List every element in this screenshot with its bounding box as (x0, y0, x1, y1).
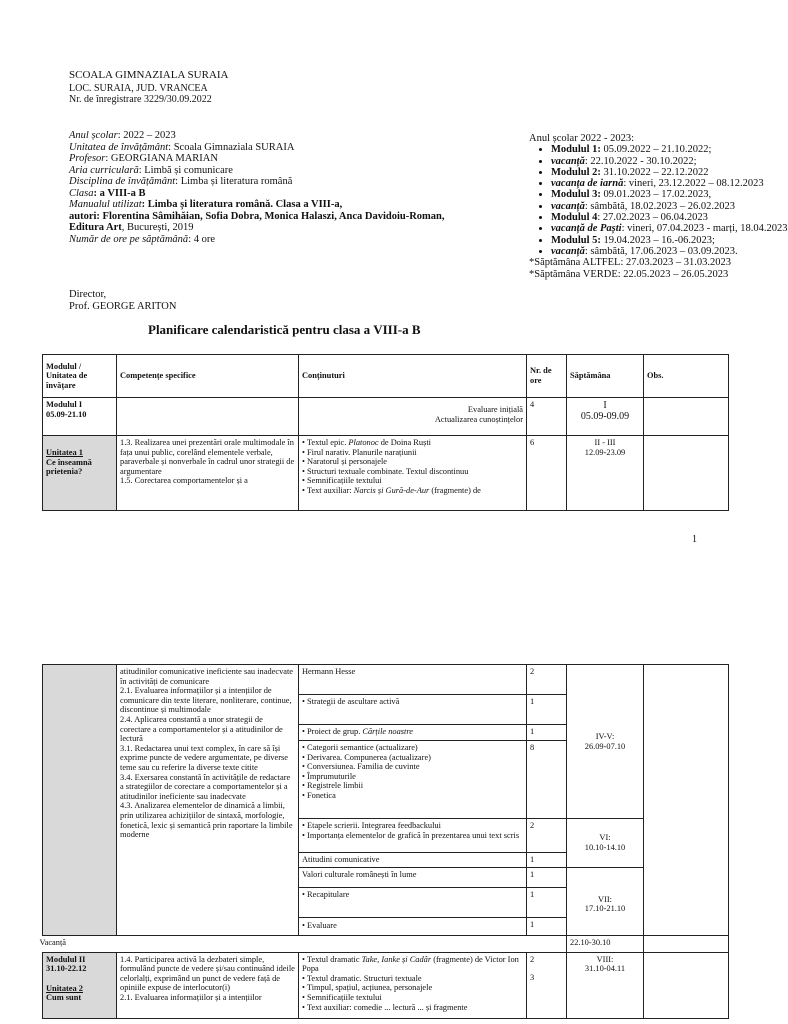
content-cell (299, 952, 527, 1018)
schedule-note-verde: *Săptămâna VERDE: 22.05.2023 – 26.05.2023 (529, 268, 729, 280)
school-name: SCOALA GIMNAZIALA SURAIA (69, 69, 229, 81)
schedule-item: • vacanță de Paști: vineri, 07.04.2023 - marți, 18.04.2023 (551, 223, 768, 234)
schedule-item: • vacanța de iarnă: vineri, 23.12.2022 – 08.12.2023 (551, 178, 768, 189)
content-line: • Firul narativ. Planurile narațiunii (302, 447, 417, 457)
obs-cell (644, 935, 729, 952)
school-year-schedule (529, 133, 788, 280)
hours-cell: 1 (527, 917, 567, 935)
meta-unit: Unitatea de învățământ: Scoala Gimnaziala SURAIA (69, 141, 295, 153)
table-row (43, 436, 729, 511)
hours-cell: 6 (527, 436, 567, 511)
header-competences: Competențe specifice (117, 355, 299, 398)
meta-class: Clasa: a VIII-a B (69, 187, 146, 199)
meta-publisher: Editura Art, București, 2019 (69, 222, 194, 233)
content-line: • Semnificațiile textului (302, 992, 382, 1002)
schedule-item: • vacanță: 22.10.2022 - 30.10.2022; (551, 156, 768, 167)
content-cell: Hermann Hesse (299, 665, 527, 695)
content-cell: Valori culturale românești în lume (299, 867, 527, 887)
obs-cell (644, 665, 729, 936)
school-meta (69, 130, 509, 245)
content-cell: • Strategii de ascultare activă (299, 695, 527, 725)
hours-cell: 1 (527, 853, 567, 868)
director-role: Director, (69, 289, 107, 300)
table-row (43, 398, 729, 436)
meta-manual: Manualul utilizat: Limba și literatura română. Clasa a VIII-a, (69, 199, 343, 210)
content-line: • Timpul, spațiul, acțiunea, personajele (302, 983, 433, 993)
content-line: • Text auxiliar: comedie ... lectură ... și fragmente (302, 1002, 468, 1012)
table-row (43, 952, 729, 1018)
schedule-heading: Anul școlar 2022 - 2023: (529, 133, 634, 144)
week-cell: II - III 12.09-23.09 (567, 436, 644, 511)
competences-cell (117, 398, 299, 436)
competences-cell: 1.3. Realizarea unei prezentări orale multimodale în fața unui public, corelând elementele verbale, paraverbale și nonverbale în cadrul unor strategii de argumentare 1.5. Corectarea comportamentelor și a (117, 436, 299, 511)
director-name: Prof. GEORGE ARITON (69, 300, 177, 312)
schedule-item: • vacanță: sâmbătă, 18.02.2023 – 26.02.2023 (551, 201, 768, 212)
meta-area: Aria curriculară: Limbă și comunicare (69, 164, 233, 176)
meta-discipline: Disciplina de învățământ: Limba și literatura română (69, 176, 293, 187)
content-line: • Structuri textuale combinate. Textul discontinuu (302, 466, 469, 476)
meta-authors: autori: Florentina Sâmihăian, Sofia Dobra, Monica Halaszi, Anca Davidoiu-Roman, (69, 210, 445, 222)
obs-cell (644, 952, 729, 1018)
meta-year: Anul școlar: 2022 – 2023 (69, 130, 176, 141)
table-header-row (43, 355, 729, 398)
schedule-item: • Modulul 4: 27.02.2023 – 06.04.2023 (551, 212, 768, 223)
hours-cell: 1 (527, 867, 567, 887)
obs-cell (644, 398, 729, 436)
hours-cell: 4 (527, 398, 567, 436)
vacation-row (43, 935, 729, 952)
hours-cell: 8 (527, 741, 567, 819)
header-week: Săptămâna (567, 355, 644, 398)
header-obs: Obs. (644, 355, 729, 398)
schedule-item: • Modulul 5: 19.04.2023 – 16.-06.2023; (551, 235, 768, 246)
content-line: • Textul dramatic Take, Ianke și Cadâr (fragmente) de Victor Ion Popa (302, 954, 519, 974)
content-cell (299, 436, 527, 511)
vacation-label: Vacanță (43, 935, 567, 952)
schedule-item: • vacanță: sâmbătă, 17.06.2023 – 03.09.2023. (551, 246, 768, 257)
unit-cell: Unitatea 1 Ce înseamnă prietenia? (43, 436, 117, 511)
schedule-item: • Modulul 2: 31.10.2022 – 22.12.2022 (551, 167, 768, 178)
hours-cell: 2 3 (527, 952, 567, 1018)
unit-cell (43, 665, 117, 936)
obs-cell (644, 436, 729, 511)
content-line: • Semnificațiile textului (302, 476, 382, 486)
plan-table-page2 (39, 664, 729, 1019)
schedule-item: • Modulul 3: 09.01.2023 – 17.02.2023, (551, 189, 768, 200)
plan-table-page1 (42, 354, 729, 511)
content-line: • Naratorul și personajele (302, 457, 388, 467)
module-cell: Modulul I 05.09-21.10 (43, 398, 117, 436)
hours-cell: 1 (527, 887, 567, 917)
meta-teacher: Profesor: GEORGIANA MARIAN (69, 153, 218, 164)
content-line: • Textul dramatic. Structuri textuale (302, 973, 422, 983)
week-cell: VI: 10.10-14.10 (567, 819, 644, 868)
content-cell: • Recapitulare (299, 887, 527, 917)
content-cell: Atitudini comunicative (299, 853, 527, 868)
week-cell: IV-V: 26.09-07.10 (567, 665, 644, 819)
vacation-week: 22.10-30.10 (567, 935, 644, 952)
registration-number: Nr. de înregistrare 3229/30.09.2022 (69, 94, 212, 105)
week-cell: VII: 17.10-21.10 (567, 867, 644, 935)
content-cell: Evaluare inițială Actualizarea cunoștințelor (299, 398, 527, 436)
week-cell: VIII: 31.10-04.11 (567, 952, 644, 1018)
page-number: 1 (692, 534, 697, 545)
director-block (69, 289, 176, 312)
schedule-list (529, 144, 788, 257)
content-cell: • Evaluare (299, 917, 527, 935)
content-line: • Text auxiliar: Narcis și Gură-de-Aur (fragmente) de (302, 485, 481, 495)
content-cell: • Categorii semantice (actualizare) • Derivarea. Compunerea (actualizare) • Conversiunea. Familia de cuvinte • Împrumuturile • Registrele limbii • Fonetica (299, 741, 527, 819)
meta-hours: Număr de ore pe săptămână: 4 ore (69, 233, 216, 245)
content-cell: • Etapele scrierii. Integrarea feedbackului • Importanța elementelor de grafică în prezentarea unui text scris (299, 819, 527, 853)
hours-cell: 1 (527, 725, 567, 741)
content-cell: • Proiect de grup. Cărțile noastre (299, 725, 527, 741)
competences-cell: atitudinilor comunicative ineficiente sau inadecvate în activități de comunicare 2.1. Evaluarea informațiilor și a intențiilor de comunicare din texte literare, nonliterare, continue, discontinue și multimodale 2.4. Aplicarea constantă a unor strategii de corectare a comportamentelor și a atitudinilor de lectură 3.1. Redactarea unui text complex, în care să își exprime puncte de vedere argumentate, pe diverse teme sau cu referire la diverse texte citite 3.4. Exersarea constantă în activitățile de redactare a strategiilor de corectare a comportamentelor și a atitudinilor ineficiente sau inadecvate 4.3. Analizarea elementelor de dinamică a limbii, prin utilizarea achizițiilor de sintaxă, morfologie, fonetică, lexic și semantică prin raportare la limbile moderne (117, 665, 299, 936)
header-hours: Nr. de ore (527, 355, 567, 398)
content-line: • Textul epic. Platonoc de Doina Ruști (302, 438, 431, 447)
module-cell: Modulul II 31.10-22.12 Unitatea 2 Cum sunt (43, 952, 117, 1018)
page-title: Planificare calendaristică pentru clasa a VIII-a B (148, 322, 421, 337)
competences-cell: 1.4. Participarea activă la dezbateri simple, formulând puncte de vedere și/sau continuând ideile celorlalți, exprimând un punct de vedere față de opiniile expuse de interlocutor(i) 2.1. Evaluarea informațiilor și a intențiilor (117, 952, 299, 1018)
hours-cell: 1 (527, 695, 567, 725)
school-locality: LOC. SURAIA, JUD. VRANCEA (69, 83, 208, 94)
week-cell: I 05.09-09.09 (567, 398, 644, 436)
schedule-item: • Modulul 1: 05.09.2022 – 21.10.2022; (551, 144, 768, 155)
header-content: Conținuturi (299, 355, 527, 398)
schedule-note-altfel: *Săptămâna ALTFEL: 27.03.2023 – 31.03.2023 (529, 257, 732, 269)
table-row (43, 665, 729, 695)
header-module: Modulul / Unitatea de învățare (43, 355, 117, 398)
hours-cell: 2 (527, 819, 567, 853)
hours-cell: 2 (527, 665, 567, 695)
